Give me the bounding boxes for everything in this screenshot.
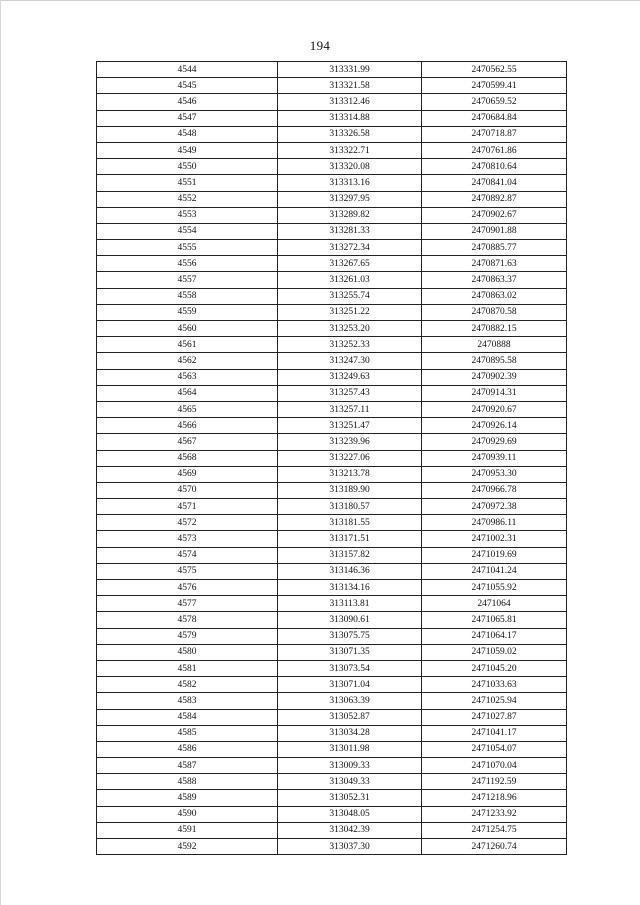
point-number-cell: 4583 [97, 693, 278, 709]
table-row [97, 159, 567, 175]
point-number-cell: 4567 [97, 434, 278, 450]
table-row [97, 580, 567, 596]
table-row [97, 353, 567, 369]
table-row [97, 790, 567, 806]
table-row [97, 385, 567, 401]
y-coordinate-cell: 2470929.69 [422, 434, 567, 450]
point-number-cell: 4549 [97, 142, 278, 158]
table-row [97, 660, 567, 676]
table-row [97, 434, 567, 450]
point-number-cell: 4553 [97, 207, 278, 223]
page-top-edge [0, 0, 640, 1]
y-coordinate-cell: 2471045.20 [422, 660, 567, 676]
point-number-cell: 4548 [97, 126, 278, 142]
point-number-cell: 4564 [97, 385, 278, 401]
y-coordinate-cell: 2470870.58 [422, 304, 567, 320]
x-coordinate-cell: 313171.51 [278, 531, 422, 547]
y-coordinate-cell: 2470888 [422, 337, 567, 353]
y-coordinate-cell: 2470599.41 [422, 78, 567, 94]
table-row [97, 466, 567, 482]
table-row [97, 482, 567, 498]
x-coordinate-cell: 313009.33 [278, 758, 422, 774]
table-row [97, 401, 567, 417]
x-coordinate-cell: 313090.61 [278, 612, 422, 628]
table-row [97, 758, 567, 774]
y-coordinate-cell: 2471019.69 [422, 547, 567, 563]
table-row [97, 806, 567, 822]
table-row [97, 223, 567, 239]
y-coordinate-cell: 2470895.58 [422, 353, 567, 369]
point-number-cell: 4574 [97, 547, 278, 563]
table-row [97, 94, 567, 110]
x-coordinate-cell: 313157.82 [278, 547, 422, 563]
y-coordinate-cell: 2471025.94 [422, 693, 567, 709]
y-coordinate-cell: 2470892.87 [422, 191, 567, 207]
x-coordinate-cell: 313320.08 [278, 159, 422, 175]
x-coordinate-cell: 313267.65 [278, 256, 422, 272]
table-row [97, 62, 567, 78]
x-coordinate-cell: 313181.55 [278, 515, 422, 531]
x-coordinate-cell: 313289.82 [278, 207, 422, 223]
table-row [97, 499, 567, 515]
x-coordinate-cell: 313037.30 [278, 839, 422, 855]
table-row [97, 175, 567, 191]
y-coordinate-cell: 2470885.77 [422, 240, 567, 256]
table-row [97, 337, 567, 353]
table-row [97, 547, 567, 563]
table-row [97, 304, 567, 320]
x-coordinate-cell: 313034.28 [278, 725, 422, 741]
y-coordinate-cell: 2471054.07 [422, 741, 567, 757]
x-coordinate-cell: 313063.39 [278, 693, 422, 709]
table-row [97, 369, 567, 385]
point-number-cell: 4565 [97, 401, 278, 417]
y-coordinate-cell: 2470939.11 [422, 450, 567, 466]
table-row [97, 288, 567, 304]
x-coordinate-cell: 313213.78 [278, 466, 422, 482]
x-coordinate-cell: 313048.05 [278, 806, 422, 822]
point-number-cell: 4573 [97, 531, 278, 547]
table-row [97, 596, 567, 612]
x-coordinate-cell: 313134.16 [278, 580, 422, 596]
x-coordinate-cell: 313042.39 [278, 822, 422, 838]
point-number-cell: 4586 [97, 741, 278, 757]
point-number-cell: 4561 [97, 337, 278, 353]
point-number-cell: 4546 [97, 94, 278, 110]
y-coordinate-cell: 2470562.55 [422, 62, 567, 78]
y-coordinate-cell: 2470986.11 [422, 515, 567, 531]
x-coordinate-cell: 313011.98 [278, 741, 422, 757]
x-coordinate-cell: 313255.74 [278, 288, 422, 304]
point-number-cell: 4582 [97, 677, 278, 693]
y-coordinate-cell: 2470966.78 [422, 482, 567, 498]
x-coordinate-cell: 313049.33 [278, 774, 422, 790]
x-coordinate-cell: 313313.16 [278, 175, 422, 191]
x-coordinate-cell: 313113.81 [278, 596, 422, 612]
y-coordinate-cell: 2471070.04 [422, 758, 567, 774]
point-number-cell: 4571 [97, 499, 278, 515]
point-number-cell: 4585 [97, 725, 278, 741]
x-coordinate-cell: 313253.20 [278, 321, 422, 337]
table-row [97, 207, 567, 223]
y-coordinate-cell: 2470902.39 [422, 369, 567, 385]
point-number-cell: 4580 [97, 644, 278, 660]
x-coordinate-cell: 313180.57 [278, 499, 422, 515]
x-coordinate-cell: 313257.11 [278, 401, 422, 417]
y-coordinate-cell: 2470882.15 [422, 321, 567, 337]
x-coordinate-cell: 313322.71 [278, 142, 422, 158]
x-coordinate-cell: 313249.63 [278, 369, 422, 385]
x-coordinate-cell: 313252.33 [278, 337, 422, 353]
point-number-cell: 4584 [97, 709, 278, 725]
point-number-cell: 4572 [97, 515, 278, 531]
point-number-cell: 4550 [97, 159, 278, 175]
table-row [97, 612, 567, 628]
y-coordinate-cell: 2471055.92 [422, 580, 567, 596]
point-number-cell: 4562 [97, 353, 278, 369]
x-coordinate-cell: 313321.58 [278, 78, 422, 94]
point-number-cell: 4559 [97, 304, 278, 320]
x-coordinate-cell: 313326.58 [278, 126, 422, 142]
table-row [97, 531, 567, 547]
point-number-cell: 4552 [97, 191, 278, 207]
table-row [97, 822, 567, 838]
point-number-cell: 4578 [97, 612, 278, 628]
point-number-cell: 4591 [97, 822, 278, 838]
y-coordinate-cell: 2471064.17 [422, 628, 567, 644]
point-number-cell: 4581 [97, 660, 278, 676]
x-coordinate-cell: 313251.22 [278, 304, 422, 320]
point-number-cell: 4590 [97, 806, 278, 822]
coordinate-table-body [97, 62, 567, 855]
y-coordinate-cell: 2470761.86 [422, 142, 567, 158]
y-coordinate-cell: 2471192.59 [422, 774, 567, 790]
x-coordinate-cell: 313071.35 [278, 644, 422, 660]
point-number-cell: 4589 [97, 790, 278, 806]
table-row [97, 191, 567, 207]
point-number-cell: 4554 [97, 223, 278, 239]
table-row [97, 515, 567, 531]
table-row [97, 78, 567, 94]
x-coordinate-cell: 313314.88 [278, 110, 422, 126]
point-number-cell: 4555 [97, 240, 278, 256]
point-number-cell: 4545 [97, 78, 278, 94]
point-number-cell: 4544 [97, 62, 278, 78]
y-coordinate-cell: 2470810.64 [422, 159, 567, 175]
y-coordinate-cell: 2471033.63 [422, 677, 567, 693]
point-number-cell: 4551 [97, 175, 278, 191]
table-row [97, 240, 567, 256]
y-coordinate-cell: 2470871.63 [422, 256, 567, 272]
page-number: 194 [309, 38, 331, 53]
x-coordinate-cell: 313331.99 [278, 62, 422, 78]
table-row [97, 256, 567, 272]
y-coordinate-cell: 2470863.02 [422, 288, 567, 304]
table-row [97, 693, 567, 709]
point-number-cell: 4576 [97, 580, 278, 596]
table-row [97, 709, 567, 725]
point-number-cell: 4587 [97, 758, 278, 774]
point-number-cell: 4577 [97, 596, 278, 612]
x-coordinate-cell: 313297.95 [278, 191, 422, 207]
table-row [97, 110, 567, 126]
point-number-cell: 4579 [97, 628, 278, 644]
y-coordinate-cell: 2471254.75 [422, 822, 567, 838]
x-coordinate-cell: 313247.30 [278, 353, 422, 369]
table-row [97, 725, 567, 741]
x-coordinate-cell: 313189.90 [278, 482, 422, 498]
point-number-cell: 4560 [97, 321, 278, 337]
point-number-cell: 4569 [97, 466, 278, 482]
table-row [97, 628, 567, 644]
y-coordinate-cell: 2470902.67 [422, 207, 567, 223]
y-coordinate-cell: 2471064 [422, 596, 567, 612]
y-coordinate-cell: 2470926.14 [422, 418, 567, 434]
y-coordinate-cell: 2471218.96 [422, 790, 567, 806]
y-coordinate-cell: 2471260.74 [422, 839, 567, 855]
point-number-cell: 4557 [97, 272, 278, 288]
y-coordinate-cell: 2470914.31 [422, 385, 567, 401]
y-coordinate-cell: 2471233.92 [422, 806, 567, 822]
point-number-cell: 4575 [97, 563, 278, 579]
y-coordinate-cell: 2470953.30 [422, 466, 567, 482]
table-row [97, 563, 567, 579]
x-coordinate-cell: 313227.06 [278, 450, 422, 466]
point-number-cell: 4570 [97, 482, 278, 498]
point-number-cell: 4547 [97, 110, 278, 126]
x-coordinate-cell: 313312.46 [278, 94, 422, 110]
x-coordinate-cell: 313146.36 [278, 563, 422, 579]
x-coordinate-cell: 313281.33 [278, 223, 422, 239]
page-left-edge [0, 0, 1, 905]
point-number-cell: 4568 [97, 450, 278, 466]
y-coordinate-cell: 2470863.37 [422, 272, 567, 288]
x-coordinate-cell: 313052.31 [278, 790, 422, 806]
x-coordinate-cell: 313073.54 [278, 660, 422, 676]
table-row [97, 839, 567, 855]
y-coordinate-cell: 2470920.67 [422, 401, 567, 417]
table-row [97, 418, 567, 434]
table-row [97, 272, 567, 288]
point-number-cell: 4556 [97, 256, 278, 272]
point-number-cell: 4592 [97, 839, 278, 855]
table-row [97, 321, 567, 337]
y-coordinate-cell: 2470841.04 [422, 175, 567, 191]
point-number-cell: 4566 [97, 418, 278, 434]
x-coordinate-cell: 313075.75 [278, 628, 422, 644]
x-coordinate-cell: 313071.04 [278, 677, 422, 693]
x-coordinate-cell: 313272.34 [278, 240, 422, 256]
y-coordinate-cell: 2471027.87 [422, 709, 567, 725]
y-coordinate-cell: 2471041.24 [422, 563, 567, 579]
y-coordinate-cell: 2470718.87 [422, 126, 567, 142]
y-coordinate-cell: 2470659.52 [422, 94, 567, 110]
y-coordinate-cell: 2471059.02 [422, 644, 567, 660]
y-coordinate-cell: 2471065.81 [422, 612, 567, 628]
x-coordinate-cell: 313052.87 [278, 709, 422, 725]
coordinate-table [96, 61, 567, 855]
x-coordinate-cell: 313261.03 [278, 272, 422, 288]
y-coordinate-cell: 2471041.17 [422, 725, 567, 741]
table-row [97, 644, 567, 660]
table-row [97, 126, 567, 142]
y-coordinate-cell: 2470972.38 [422, 499, 567, 515]
table-row [97, 741, 567, 757]
table-row [97, 677, 567, 693]
table-row [97, 774, 567, 790]
y-coordinate-cell: 2471002.31 [422, 531, 567, 547]
point-number-cell: 4588 [97, 774, 278, 790]
y-coordinate-cell: 2470684.84 [422, 110, 567, 126]
table-row [97, 142, 567, 158]
y-coordinate-cell: 2470901.88 [422, 223, 567, 239]
x-coordinate-cell: 313251.47 [278, 418, 422, 434]
table-row [97, 450, 567, 466]
x-coordinate-cell: 313239.96 [278, 434, 422, 450]
point-number-cell: 4563 [97, 369, 278, 385]
point-number-cell: 4558 [97, 288, 278, 304]
x-coordinate-cell: 313257.43 [278, 385, 422, 401]
